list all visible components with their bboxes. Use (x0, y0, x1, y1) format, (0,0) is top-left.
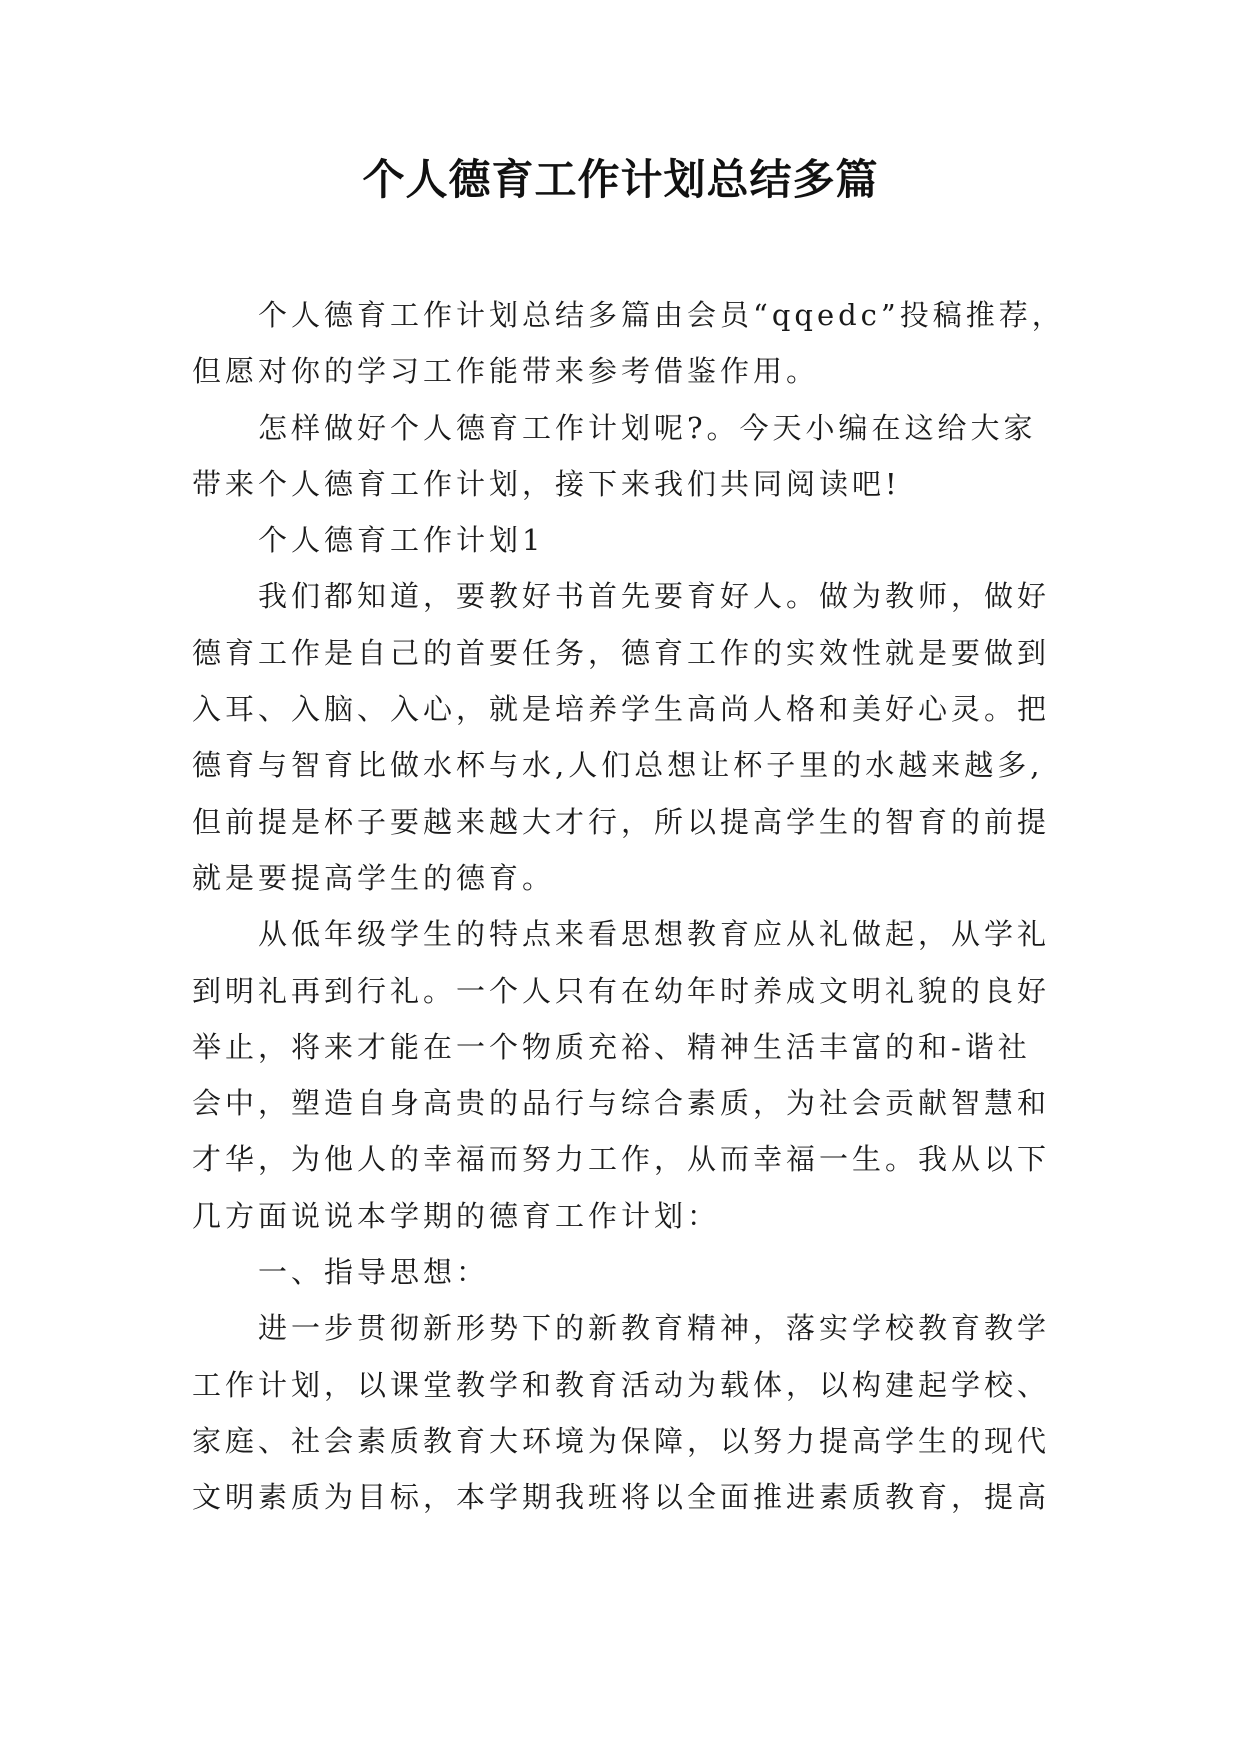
text-line: 但前提是杯子要越来越大才行，所以提高学生的智育的前提 (192, 804, 1051, 839)
text-line: 会中，塑造自身高贵的品行与综合素质，为社会贡献智慧和 (192, 1086, 1051, 1121)
text-line: 进一步贯彻新形势下的新教育精神，落实学校教育教学 (258, 1311, 1051, 1346)
text-line: 入耳、入脑、入心，就是培养学生高尚人格和美好心灵。把 (192, 692, 1051, 727)
text-line: 文明素质为目标，本学期我班将以全面推进素质教育，提高 (192, 1480, 1051, 1515)
document-title: 个人德育工作计划总结多篇 (362, 155, 879, 204)
text-line: 个人德育工作计划总结多篇由会员“qqedc”投稿推荐， (258, 298, 1065, 332)
paragraph-lead (192, 400, 1052, 513)
text-line: 怎样做好个人德育工作计划呢?。今天小编在这给大家 (258, 410, 1037, 445)
paragraph-intro (192, 287, 1065, 400)
paragraph-body (192, 568, 1052, 906)
text-line: 个人德育工作计划1 (258, 523, 545, 558)
plan-heading (192, 512, 1052, 568)
text-line: 到明礼再到行礼。一个人只有在幼年时养成文明礼貌的良好 (192, 973, 1051, 1008)
text-line: 家庭、社会素质教育大环境为保障，以努力提高学生的现代 (192, 1423, 1051, 1458)
text-line: 举止，将来才能在一个物质充裕、精神生活丰富的和-谐社 (192, 1029, 1031, 1064)
text-line: 从低年级学生的特点来看思想教育应从礼做起，从学礼 (258, 917, 1051, 952)
text-line: 一、指导思想： (258, 1255, 490, 1290)
text-line: 但愿对你的学习工作能带来参考借鉴作用。 (192, 354, 820, 389)
text-line: 才华，为他人的幸福而努力工作，从而幸福一生。我从以下 (192, 1142, 1051, 1177)
text-line: 带来个人德育工作计划，接下来我们共同阅读吧! (192, 466, 901, 501)
text-line: 就是要提高学生的德育。 (192, 860, 556, 895)
section-heading (192, 1244, 1052, 1300)
text-line: 工作计划，以课堂教学和教育活动为载体，以构建起学校、 (192, 1367, 1051, 1402)
paragraph-body (192, 1300, 1052, 1525)
document-body (192, 287, 1065, 1526)
text-line: 我们都知道，要教好书首先要育好人。做为教师，做好 (258, 579, 1051, 614)
text-line: 德育工作是自己的首要任务，德育工作的实效性就是要做到 (192, 635, 1051, 670)
paragraph-body (192, 906, 1052, 1244)
text-line: 几方面说说本学期的德育工作计划： (192, 1198, 721, 1233)
text-line: 德育与智育比做水杯与水,人们总想让杯子里的水越来越多, (192, 748, 1044, 783)
